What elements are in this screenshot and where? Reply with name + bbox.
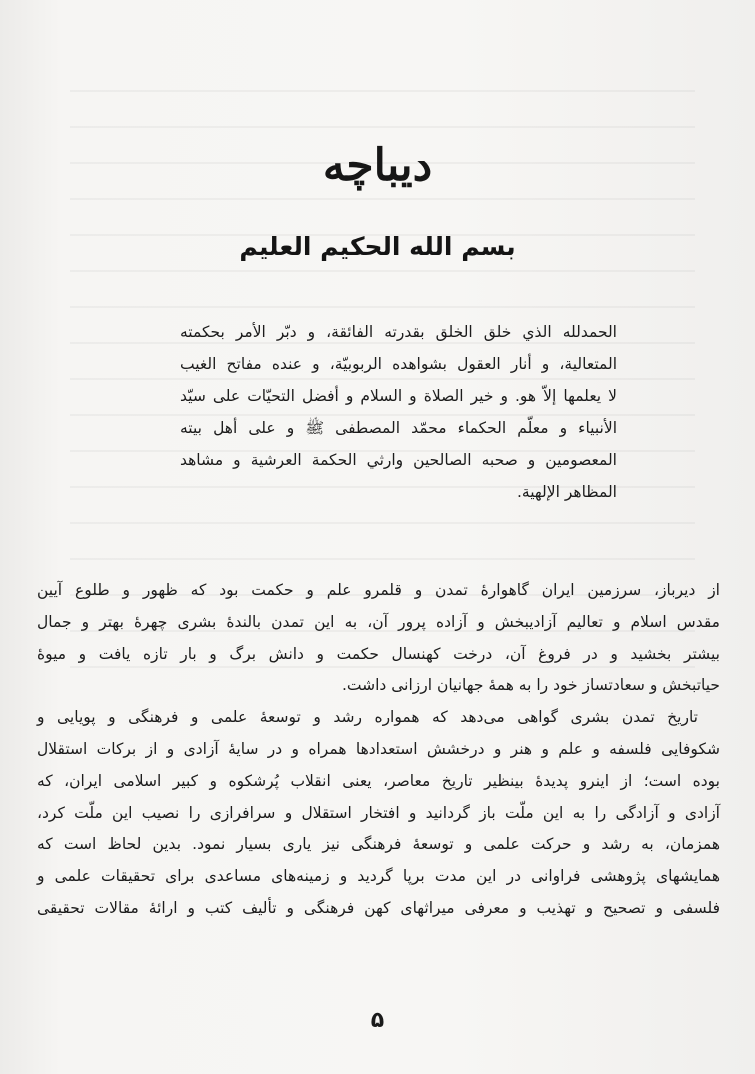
text-line: بیشتر بخشید و در فروغ آن، درخت کهنسال حکمت و دانش برگ و بار تازه یافت و میوهٔ	[37, 644, 720, 663]
arabic-line: المعصومين و صحبه الصالحين وارثي الحكمة العرشية و مشاهد	[180, 451, 617, 469]
text-line: فلسفی و تصحیح و تهذیب و معرفی میراثهای کهن فرهنگی و تألیف کتب و ارائهٔ مقالات تحقیقی	[37, 898, 720, 917]
arabic-intro	[180, 316, 617, 508]
body-text	[37, 575, 720, 925]
text-line: از دیرباز، سرزمین ایران گاهوارهٔ تمدن و قلمرو علم و حکمت بود که ظهور و طلوع آیین	[37, 581, 720, 599]
text-line: شکوفایی فلسفه و علم و هنر و درخشش استعدادها همراه و در سایهٔ آزادی و از برکات استقلال	[37, 739, 720, 758]
basmala-heading: بسم الله الحکیم العلیم	[239, 232, 516, 261]
chapter-title: دیباچه	[322, 140, 433, 191]
paragraph-2	[37, 702, 720, 925]
text-line: تاریخ تمدن بشری گواهی می‌دهد که همواره رشد و توسعهٔ علمی و فرهنگی و پویایی و	[37, 708, 698, 727]
text-line: بوده است؛ از اینرو پدیدهٔ بینظیر تاریخ معاصر، یعنی انقلاب پُرشکوه و کبیر اسلامی ایران، که	[37, 771, 720, 790]
paragraph-1	[37, 575, 720, 702]
text-line: آزادی و آزادگی را به این ملّت باز گردانید و افتخار استقلال و سرافرازی را نصیب این ملّت کرد،	[37, 803, 720, 822]
arabic-line: المظاهر الإلهية.	[516, 483, 617, 501]
text-line: همایشهای پژوهشی فراوانی در این مدت برپا گردید و زمینه‌های مساعدی برای تحقیقات علمی و	[37, 867, 720, 886]
arabic-line: الأنبياء و معلّم الحكماء محمّد المصطفى ﷺ و على أهل بيته	[180, 419, 617, 437]
page-number: ۵	[370, 1008, 385, 1033]
arabic-line: الحمدلله الذي خلق الخلق بقدرته الفائقة، و دبّر الأمر بحكمته	[180, 323, 617, 341]
text-line: همزمان، به رشد و حرکت علمی و توسعهٔ فرهنگی نیز یاری بسیار نمود. بدین لحاظ است که	[37, 835, 720, 854]
text-line: حیاتبخش و سعادتساز خود را به همهٔ جهانیان ارزانی داشت.	[341, 676, 720, 695]
arabic-line: لا يعلمها إلاّ هو. و خير الصلاة و السلام و أفضل التحيّات على سيّد	[180, 387, 617, 405]
text-line: مقدس اسلام و تعالیم آزادیبخش و آزاده پرور آن، به این تمدن بالندهٔ بشری چهرهٔ بهتر و جمال	[37, 612, 720, 631]
arabic-line: المتعالية، و أنار العقول بشواهده الربوبيّة، و عنده مفاتح الغيب	[180, 355, 617, 373]
